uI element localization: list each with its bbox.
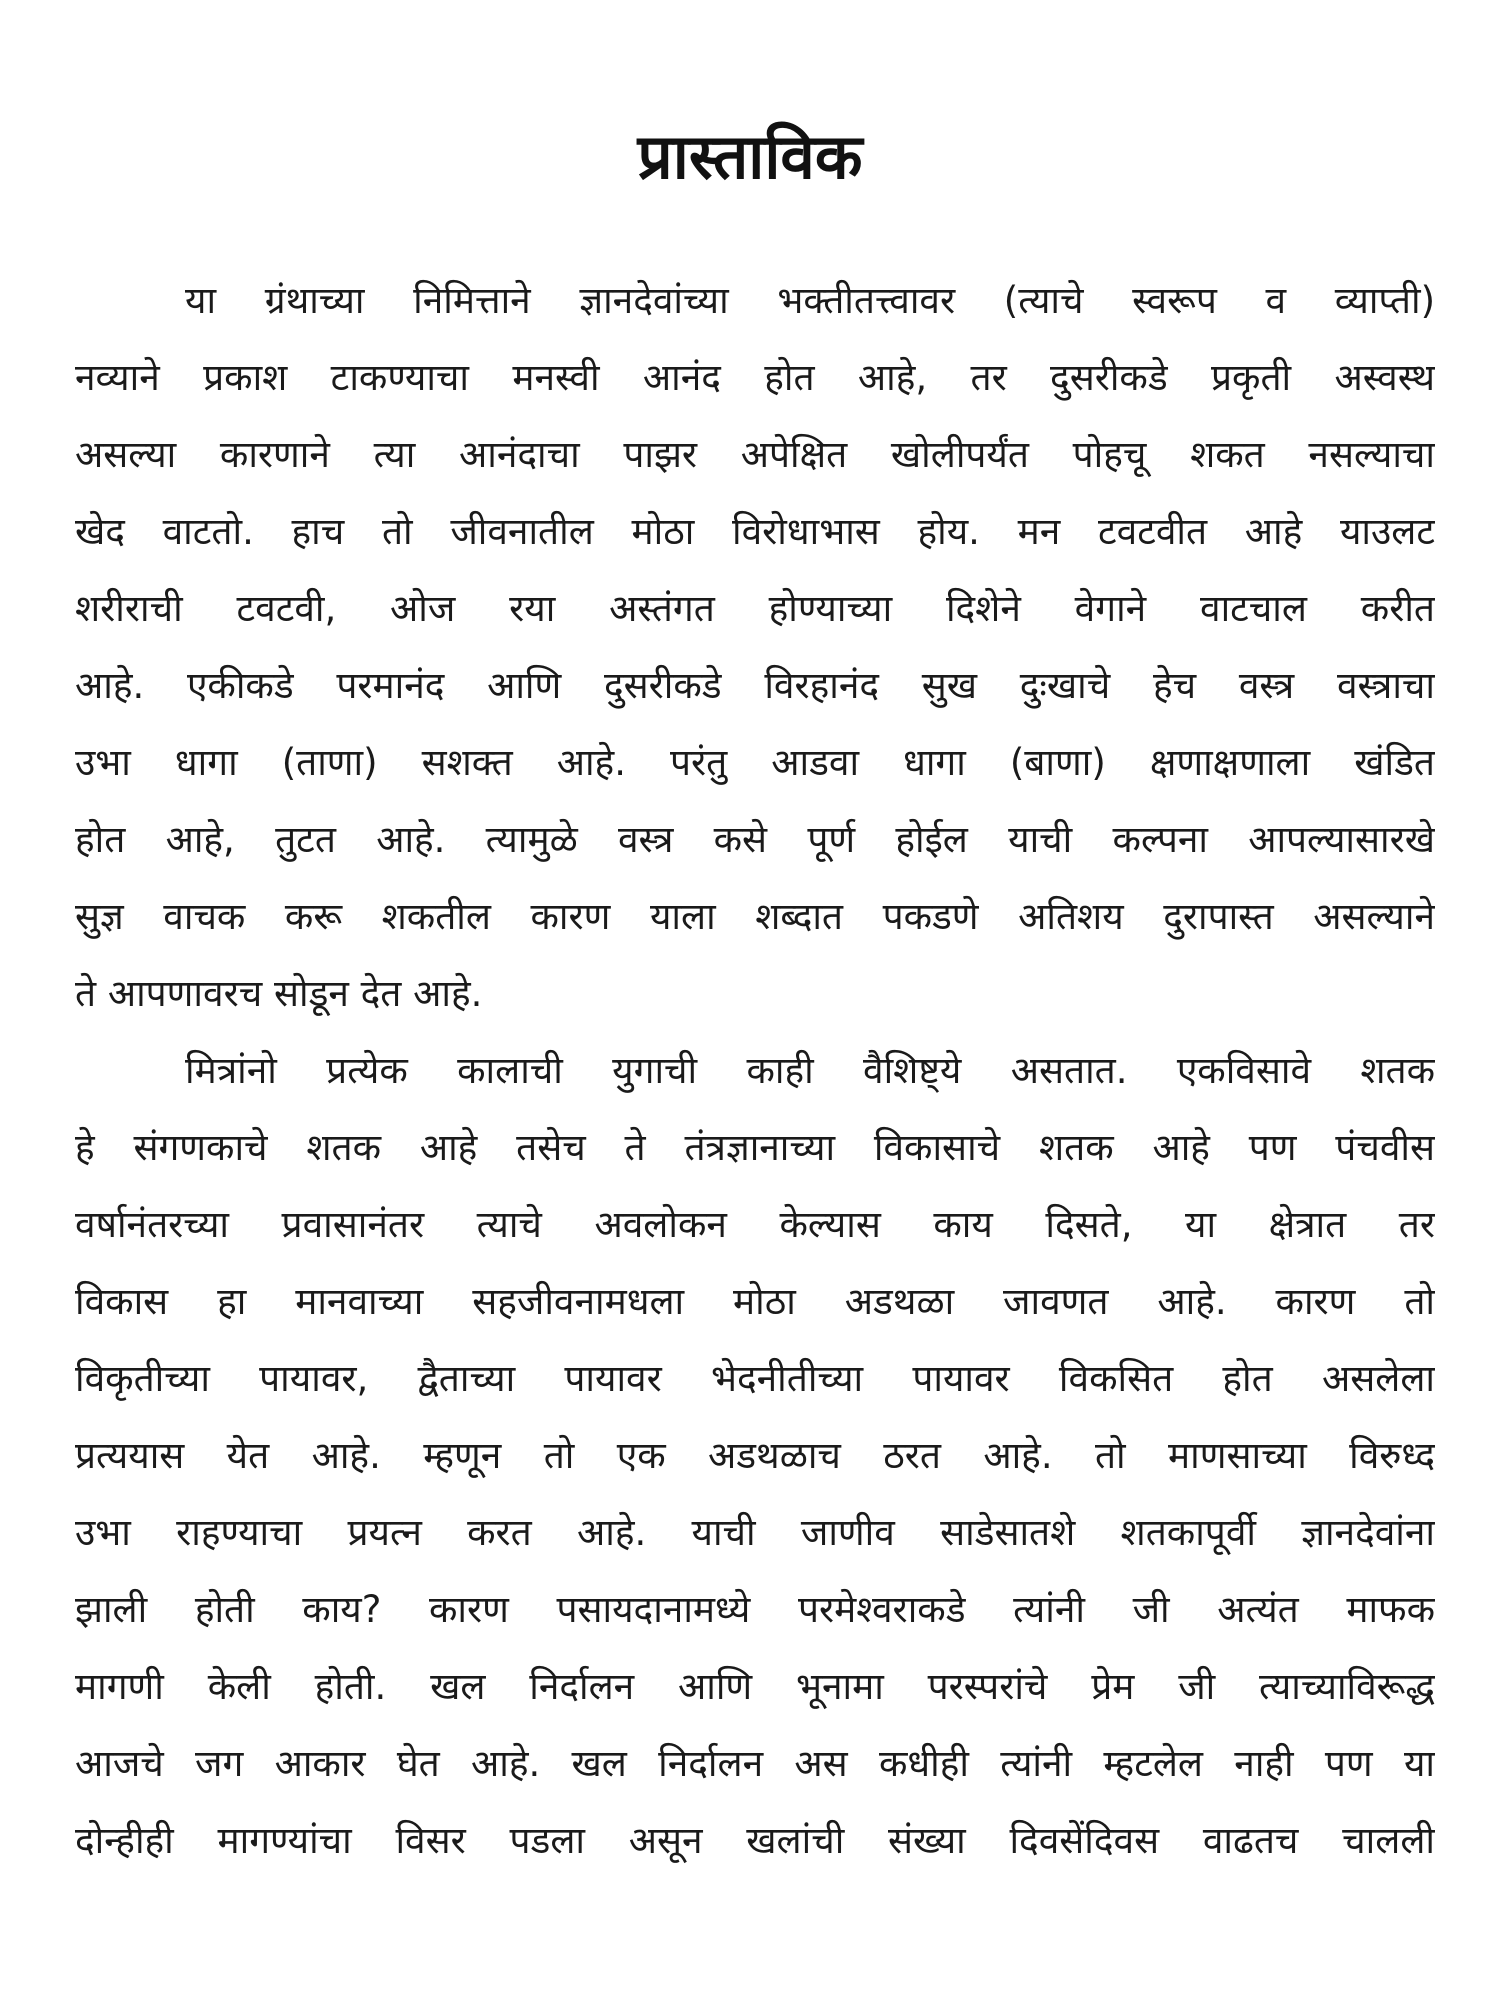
paragraph-1-line: शरीराची टवटवी, ओज रया अस्तंगत होण्याच्या दिशेने वेगाने वाटचाल करीत	[75, 587, 1435, 630]
paragraph-2-line: दोन्हीही मागण्यांचा विसर पडला असून खलांची संख्या दिवसेंदिवस वाढतच चालली	[75, 1819, 1435, 1862]
page-title: प्रास्ताविक	[637, 119, 863, 193]
paragraph-2-line: वर्षानंतरच्या प्रवासानंतर त्याचे अवलोकन केल्यास काय दिसते, या क्षेत्रात तर	[75, 1203, 1435, 1246]
paragraph-1-line: होत आहे, तुटत आहे. त्यामुळे वस्त्र कसे पूर्ण होईल याची कल्पना आपल्यासारखे	[75, 818, 1435, 861]
paragraph-2-line: विकास हा मानवाच्या सहजीवनामधला मोठा अडथळा जावणत आहे. कारण तो	[75, 1280, 1435, 1323]
paragraph-1-line: असल्या कारणाने त्या आनंदाचा पाझर अपेक्षित खोलीपर्यंत पोहचू शकत नसल्याचा	[75, 433, 1435, 476]
paragraph-2-line: उभा राहण्याचा प्रयत्न करत आहे. याची जाणीव साडेसातशे शतकापूर्वी ज्ञानदेवांना	[75, 1511, 1435, 1554]
paragraph-1-line: सुज्ञ वाचक करू शकतील कारण याला शब्दात पकडणे अतिशय दुरापास्त असल्याने	[75, 895, 1435, 938]
paragraph-1-line: नव्याने प्रकाश टाकण्याचा मनस्वी आनंद होत आहे, तर दुसरीकडे प्रकृती अस्वस्थ	[75, 356, 1435, 399]
paragraph-1-line: खेद वाटतो. हाच तो जीवनातील मोठा विरोधाभास होय. मन टवटवीत आहे याउलट	[75, 510, 1435, 553]
paragraph-1-line: ते आपणावरच सोडून देत आहे.	[75, 972, 483, 1015]
paragraph-1-line: या ग्रंथाच्या निमित्ताने ज्ञानदेवांच्या भक्तीतत्त्वावर (त्याचे स्वरूप व व्याप्ती)	[185, 279, 1435, 322]
paragraph-2-line: मागणी केली होती. खल निर्दालन आणि भूनामा परस्परांचे प्रेम जी त्याच्याविरूद्ध	[75, 1665, 1435, 1708]
paragraph-1-line: उभा धागा (ताणा) सशक्त आहे. परंतु आडवा धागा (बाणा) क्षणाक्षणाला खंडित	[75, 741, 1435, 784]
paragraph-2-line: मित्रांनो प्रत्येक कालाची युगाची काही वैशिष्ट्ये असतात. एकविसावे शतक	[185, 1049, 1435, 1092]
paragraph-2-line: झाली होती काय? कारण पसायदानामध्ये परमेश्वराकडे त्यांनी जी अत्यंत माफक	[75, 1588, 1435, 1631]
paragraph-1-line: आहे. एकीकडे परमानंद आणि दुसरीकडे विरहानंद सुख दुःखाचे हेच वस्त्र वस्त्राचा	[75, 664, 1435, 707]
paragraph-2-line: विकृतीच्या पायावर, द्वैताच्या पायावर भेदनीतीच्या पायावर विकसित होत असलेला	[75, 1357, 1435, 1400]
paragraph-2-line: प्रत्ययास येत आहे. म्हणून तो एक अडथळाच ठरत आहे. तो माणसाच्या विरुध्द	[75, 1434, 1435, 1477]
paragraph-2-line: हे संगणकाचे शतक आहे तसेच ते तंत्रज्ञानाच्या विकासाचे शतक आहे पण पंचवीस	[75, 1126, 1435, 1169]
paragraph-2-line: आजचे जग आकार घेत आहे. खल निर्दालन अस कधीही त्यांनी म्हटलेल नाही पण या	[75, 1742, 1435, 1785]
body-text	[75, 262, 1435, 1879]
